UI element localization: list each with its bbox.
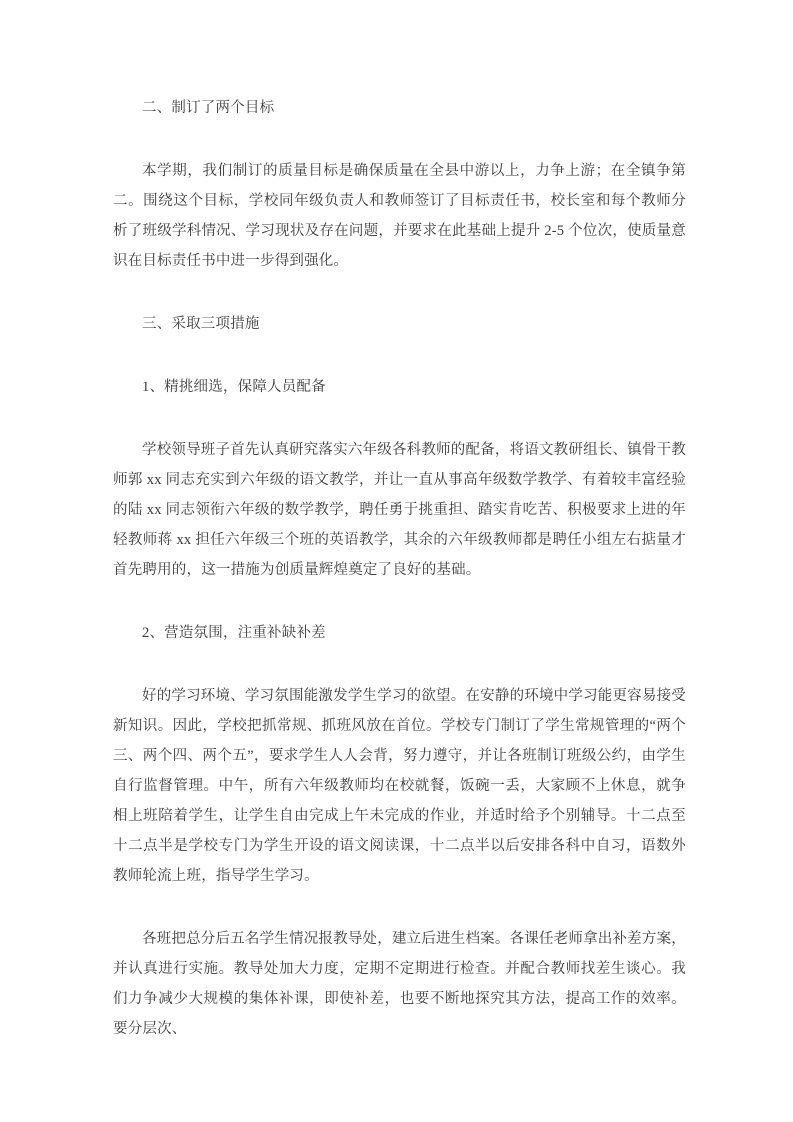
paragraph-teacher-staffing: 学校领导班子首先认真研究落实六年级各科教师的配备，将语文教研组长、镇骨干教师郭 xx 同志充实到六年级的语文教学，并让一直从事高年级数学教学、有着较丰富经验的陆 xx 同志领衔六年级的数学教学，聘任勇于挑重担、踏实肯吃苦、积极要求上进的年轻教师蒋 xx 担任六年级三个班的英语教学，其余的六年级教师都是聘任小组左右掂量才首先聘用的，这一措施为创质量辉煌奠定了良好的基础。 [113, 442, 686, 578]
heading-measure-2-atmosphere: 2、营造氛围，注重补缺补差 [142, 625, 326, 641]
paragraph-remedial-tutoring: 各班把总分后五名学生情况报教导处，建立后进生档案。各课任老师拿出补差方案，并认真进行实施。教导处加大力度，定期不定期进行检查。并配合教师找差生谈心。我们力争减少大规模的集体补课，即使补差，也要不断地探究其方法，提高工作的效率。要分层次、 [113, 931, 686, 1037]
heading-measure-1-staff-selection: 1、精挑细选，保障人员配备 [142, 379, 326, 395]
heading-section-three-measures: 三、采取三项措施 [142, 316, 260, 332]
paragraph-quality-goals: 本学期，我们制订的质量目标是确保质量在全县中游以上，力争上游；在全镇争第二。围绕这个目标，学校同年级负责人和教师签订了目标责任书，校长室和每个教师分析了班级学科情况、学习现状及存在问题，并要求在此基础上提升 2-5 个位次，使质量意识在目标责任书中进一步得到强化。 [113, 163, 686, 269]
paragraph-learning-atmosphere: 好的学习环境、学习氛围能激发学生学习的欲望。在安静的环境中学习能更容易接受新知识。因此，学校把抓常规、抓班风放在首位。学校专门制订了学生常规管理的“两个三、两个四、两个五”，要求学生人人会背，努力遵守，并让各班制订班级公约，由学生自行监督管理。中午，所有六年级教师均在校就餐，饭碗一丢，大家顾不上休息，就争相上班陪着学生，让学生自由完成上午未完成的作业，并适时给予个别辅导。十二点至十二点半是学校专门为学生开设的语文阅读课，十二点半以后安排各科中自习，语数外教师轮流上班，指导学生学习。 [113, 688, 686, 884]
heading-section-two-goals: 二、制订了两个目标 [142, 100, 275, 116]
